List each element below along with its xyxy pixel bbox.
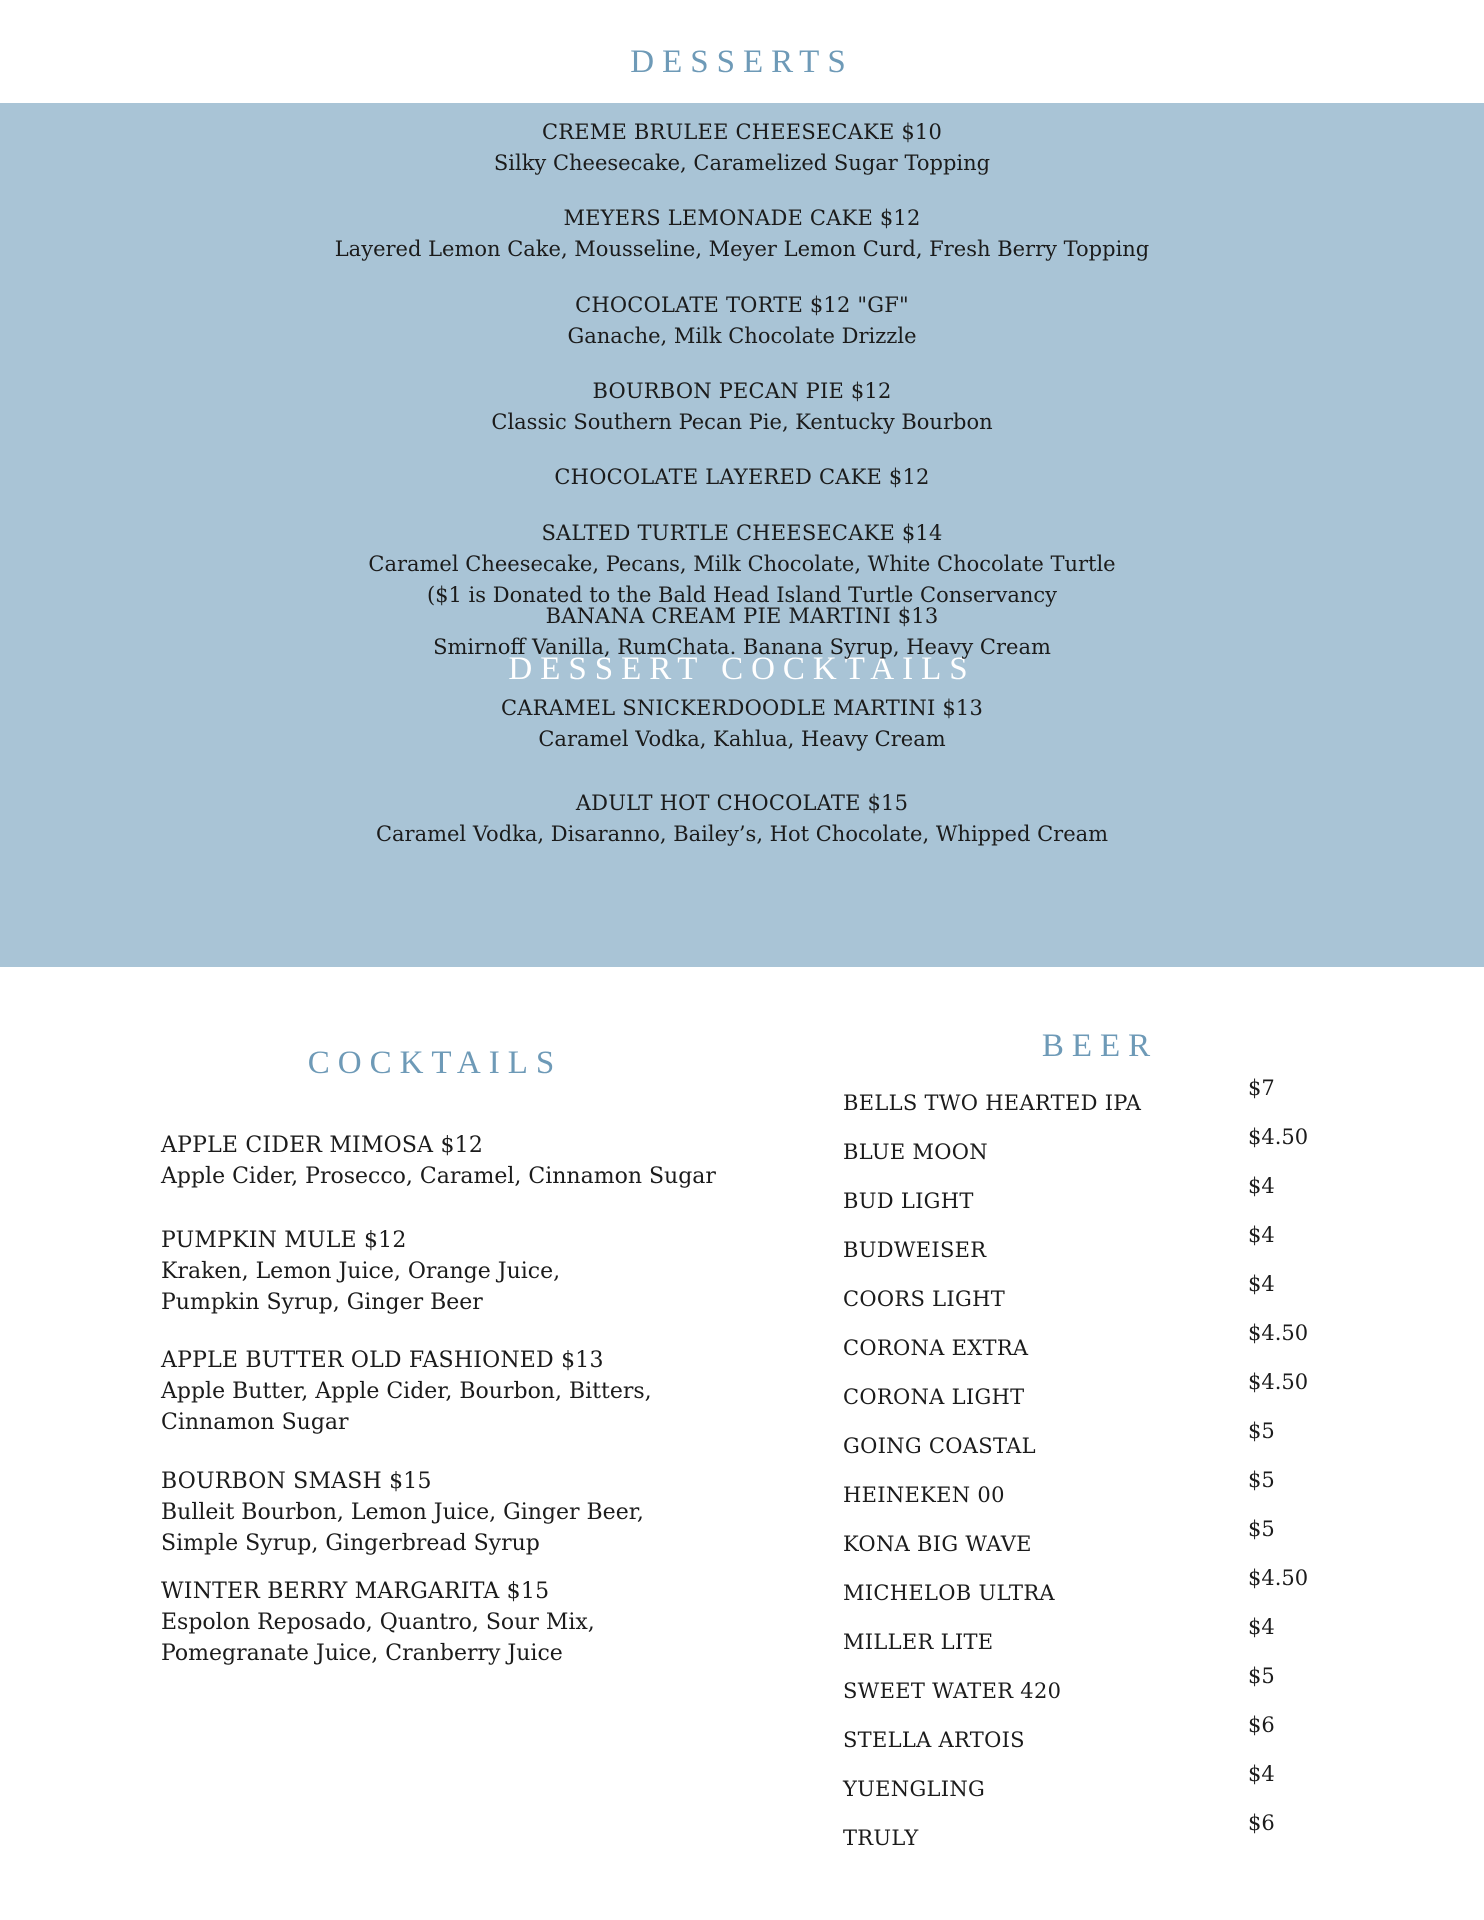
beer-name: MICHELOB ULTRA (843, 1581, 1055, 1605)
beer-price: $4 (1248, 1223, 1275, 1247)
dessert-cocktails-heading: DESSERT COCKTAILS (508, 651, 976, 687)
beer-name: MILLER LITE (843, 1630, 994, 1654)
beer-name: KONA BIG WAVE (843, 1532, 1032, 1556)
desserts-heading: DESSERTS (630, 44, 854, 80)
menu-item-description: Smirnoff Vanilla, RumChata. Banana Syrup, Heavy Cream (433, 635, 1051, 659)
menu-item-description: ($1 is Donated to the Bald Head Island Turtle Conservancy (426, 583, 1058, 607)
menu-item-name: CHOCOLATE TORTE $12 "GF" (575, 293, 909, 317)
beer-row (843, 1811, 1343, 1863)
menu-item (0, 117, 1484, 179)
menu-item-description: Simple Syrup, Gingerbread Syrup (161, 1531, 540, 1556)
beer-price: $4 (1248, 1272, 1275, 1296)
beer-name: SWEET WATER 420 (843, 1679, 1062, 1703)
menu-item (0, 376, 1484, 438)
menu-item (161, 1466, 781, 1559)
beer-price: $5 (1248, 1419, 1275, 1443)
menu-item (0, 462, 1484, 493)
beer-name: TRULY (843, 1826, 919, 1850)
menu-item-name: BOURBON PECAN PIE $12 (592, 379, 892, 403)
beer-price: $4.50 (1248, 1125, 1309, 1149)
menu-item (161, 1225, 781, 1318)
menu-item-name: ADULT HOT CHOCOLATE $15 (575, 791, 909, 815)
menu-item-name: APPLE BUTTER OLD FASHIONED $13 (161, 1348, 604, 1373)
beer-row (843, 1517, 1343, 1569)
beer-price: $4 (1248, 1615, 1275, 1639)
menu-item-description: Silky Cheesecake, Caramelized Sugar Topping (493, 151, 991, 175)
beer-row (843, 1615, 1343, 1667)
beer-price: $4.50 (1248, 1370, 1309, 1394)
menu-item (0, 518, 1484, 611)
beer-price: $6 (1248, 1713, 1275, 1737)
beer-row (843, 1272, 1343, 1324)
beer-name: BUDWEISER (843, 1238, 987, 1262)
menu-item-description: Caramel Vodka, Disaranno, Bailey’s, Hot Chocolate, Whipped Cream (375, 822, 1109, 846)
beer-row (843, 1174, 1343, 1226)
beer-name: BELLS TWO HEARTED IPA (843, 1091, 1142, 1115)
beer-price: $4 (1248, 1174, 1275, 1198)
menu-item-description: Pomegranate Juice, Cranberry Juice (161, 1641, 563, 1666)
beer-name: BUD LIGHT (843, 1189, 974, 1213)
menu-item-description: Kraken, Lemon Juice, Orange Juice, (161, 1259, 561, 1284)
beer-name: CORONA LIGHT (843, 1385, 1025, 1409)
menu-item-name: CHOCOLATE LAYERED CAKE $12 (554, 465, 930, 489)
menu-item-name: MEYERS LEMONADE CAKE $12 (563, 206, 921, 230)
beer-row (843, 1566, 1343, 1618)
menu-item-name: PUMPKIN MULE $12 (161, 1228, 407, 1253)
beer-name: STELLA ARTOIS (843, 1728, 1025, 1752)
beer-price: $4.50 (1248, 1566, 1309, 1590)
beer-name: GOING COASTAL (843, 1434, 1036, 1458)
beer-row (843, 1223, 1343, 1275)
beer-row (843, 1468, 1343, 1520)
menu-item (161, 1130, 781, 1192)
menu-item-name: APPLE CIDER MIMOSA $12 (161, 1133, 484, 1158)
menu-item (161, 1345, 781, 1438)
menu-item-description: Layered Lemon Cake, Mousseline, Meyer Lemon Curd, Fresh Berry Topping (334, 237, 1150, 261)
beer-row (843, 1370, 1343, 1422)
menu-item (0, 788, 1484, 850)
menu-item (0, 693, 1484, 755)
beer-row (843, 1419, 1343, 1471)
menu-item-description: Classic Southern Pecan Pie, Kentucky Bourbon (491, 410, 993, 434)
menu-item-description: Apple Cider, Prosecco, Caramel, Cinnamon Sugar (161, 1164, 716, 1189)
beer-name: HEINEKEN 00 (843, 1483, 1005, 1507)
menu-item-description: Pumpkin Syrup, Ginger Beer (161, 1290, 483, 1315)
beer-row (843, 1713, 1343, 1765)
menu-item-name: BOURBON SMASH $15 (161, 1469, 432, 1494)
menu-item-description: Caramel Cheesecake, Pecans, Milk Chocolate, White Chocolate Turtle (368, 552, 1116, 576)
menu-item-description: Ganache, Milk Chocolate Drizzle (567, 324, 917, 348)
menu-item (0, 203, 1484, 265)
beer-price: $5 (1248, 1664, 1275, 1688)
menu-item-description: Caramel Vodka, Kahlua, Heavy Cream (538, 727, 946, 751)
menu-item (0, 290, 1484, 352)
beer-price: $4.50 (1248, 1321, 1309, 1345)
menu-item-name: BANANA CREAM PIE MARTINI $13 (545, 604, 939, 628)
beer-row (843, 1664, 1343, 1716)
beer-row (843, 1125, 1343, 1177)
menu-item-description: Cinnamon Sugar (161, 1410, 349, 1435)
desserts-band (0, 103, 1484, 967)
beer-price: $5 (1248, 1517, 1275, 1541)
beer-row (843, 1762, 1343, 1814)
menu-item (0, 601, 1484, 663)
beer-name: COORS LIGHT (843, 1287, 1006, 1311)
menu-item-description: Apple Butter, Apple Cider, Bourbon, Bitters, (161, 1379, 652, 1404)
beer-price: $4 (1248, 1762, 1275, 1786)
beer-name: YUENGLING (843, 1777, 986, 1801)
beer-heading: BEER (1041, 1028, 1159, 1064)
menu-item-description: Bulleit Bourbon, Lemon Juice, Ginger Beer, (161, 1500, 644, 1525)
menu-item-name: WINTER BERRY MARGARITA $15 (161, 1579, 550, 1604)
menu-item-description: Espolon Reposado, Quantro, Sour Mix, (161, 1610, 595, 1635)
menu-item-name: SALTED TURTLE CHEESECAKE $14 (541, 521, 943, 545)
beer-price: $7 (1248, 1076, 1275, 1100)
menu-item-name: CARAMEL SNICKERDOODLE MARTINI $13 (500, 696, 984, 720)
beer-row (843, 1321, 1343, 1373)
beer-price: $5 (1248, 1468, 1275, 1492)
beer-price: $6 (1248, 1811, 1275, 1835)
cocktails-heading: COCKTAILS (307, 1045, 563, 1081)
beer-name: BLUE MOON (843, 1140, 988, 1164)
menu-item (161, 1576, 781, 1669)
beer-name: CORONA EXTRA (843, 1336, 1029, 1360)
beer-row (843, 1076, 1343, 1128)
menu-item-name: CREME BRULEE CHEESECAKE $10 (541, 120, 943, 144)
